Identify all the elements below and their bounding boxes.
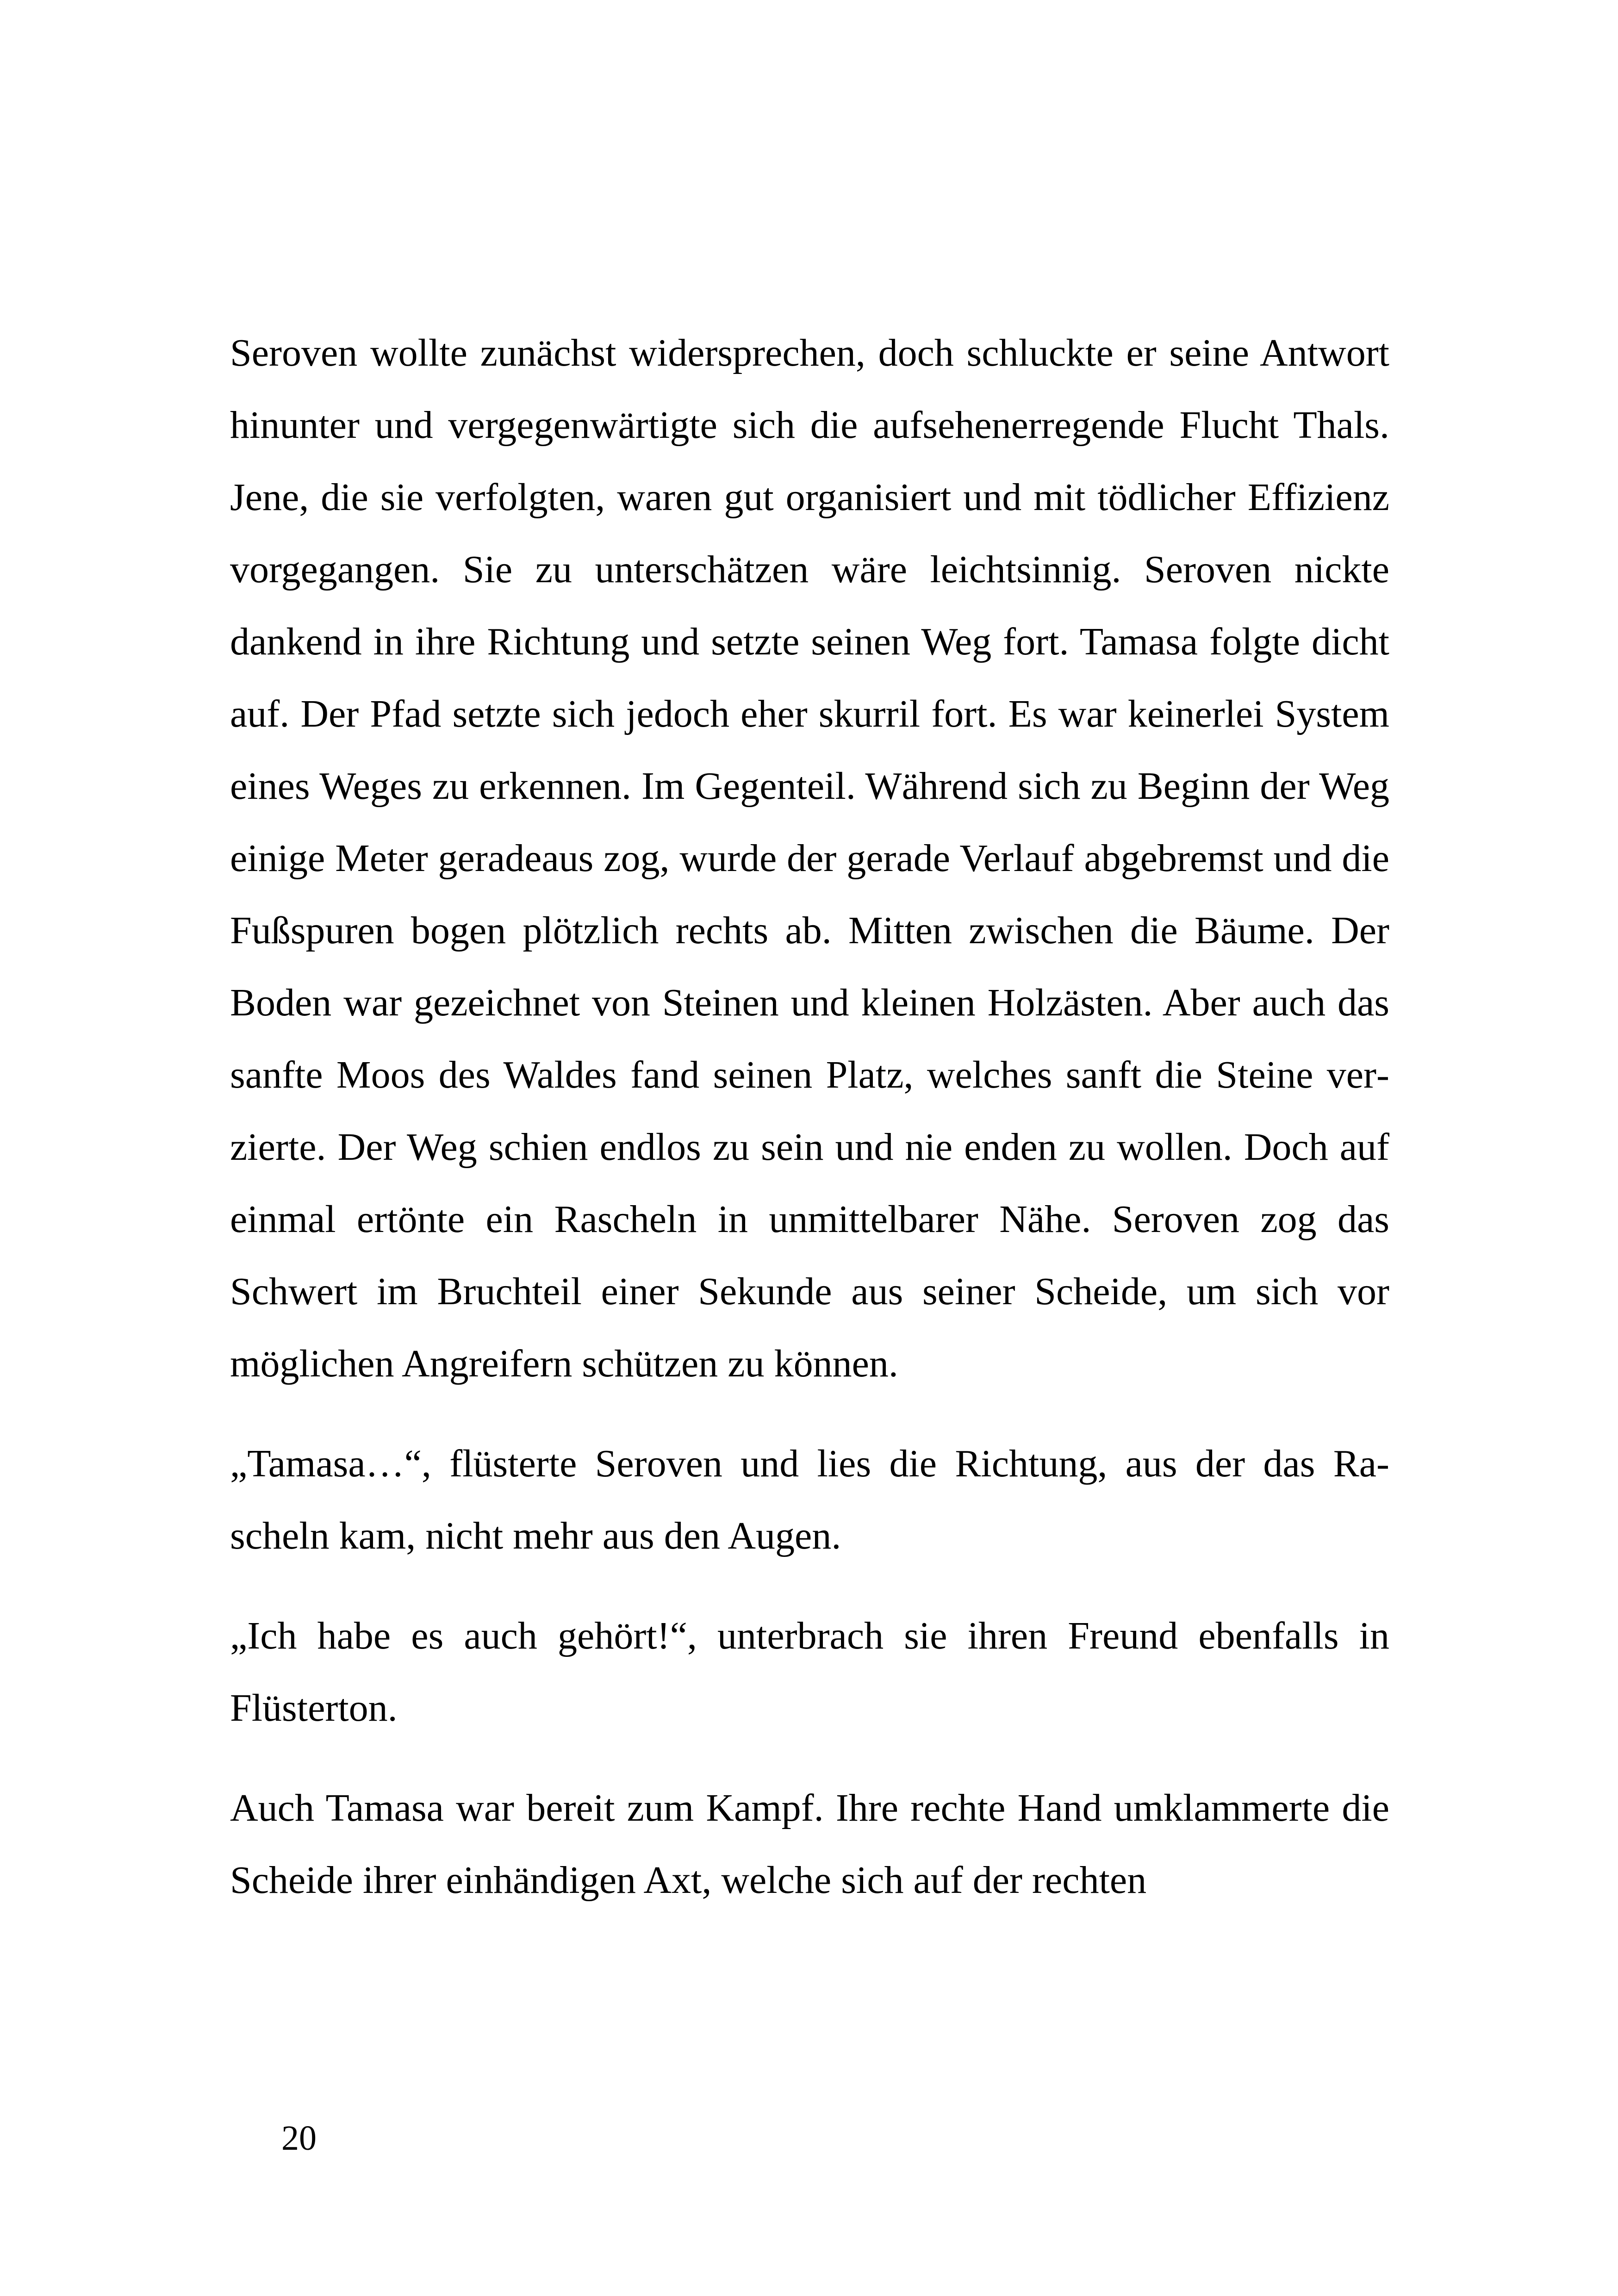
body-text — [230, 317, 1389, 1916]
paragraph-4: Auch Tamasa war bereit zum Kampf. Ihre rechte Hand umklammerte die Scheide ihrer einhändigen Axt, welche sich auf der rechten — [230, 1786, 1389, 1902]
paragraph-3: „Ich habe es auch gehört!“, unterbrach sie ihren Freund ebenfalls in Flüsterton. — [230, 1614, 1389, 1730]
paragraph-2: „Tamasa…“, flüsterte Seroven und lies die Richtung, aus der das Rascheln kam, nicht mehr aus den Augen. — [230, 1442, 1389, 1557]
page-number: 20 — [281, 2119, 317, 2158]
paragraph-1: Seroven wollte zunächst widersprechen, doch schluckte er seine Antwort hinunter und vergegenwärtigte sich die aufsehenerregende Flucht Thals. Jene, die sie verfolgten, waren gut organisiert und mit tödlicher Effizienz vorgegangen. Sie zu unterschätzen wäre leichtsinnig. Seroven nickte dankend in ihre Richtung und setzte seinen Weg fort. Tamasa folgte dicht auf. Der Pfad setzte sich jedoch eher skurril fort. Es war keinerlei System eines Weges zu erkennen. Im Gegenteil. Während sich zu Beginn der Weg einige Meter geradeaus zog, wurde der gerade Verlauf abgebremst und die Fußspuren bogen plötzlich rechts ab. Mitten zwischen die Bäume. Der Boden war gezeichnet von Steinen und kleinen Holzästen. Aber auch das sanfte Moos des Waldes fand seinen Platz, welches sanft die Steine verzierte. Der Weg schien endlos zu sein und nie enden zu wollen. Doch auf einmal ertönte ein Rascheln in unmittelbarer Nähe. Seroven zog das Schwert im Bruchteil einer Sekunde aus seiner Scheide, um sich vor möglichen Angreifern schützen zu können. — [230, 331, 1389, 1385]
